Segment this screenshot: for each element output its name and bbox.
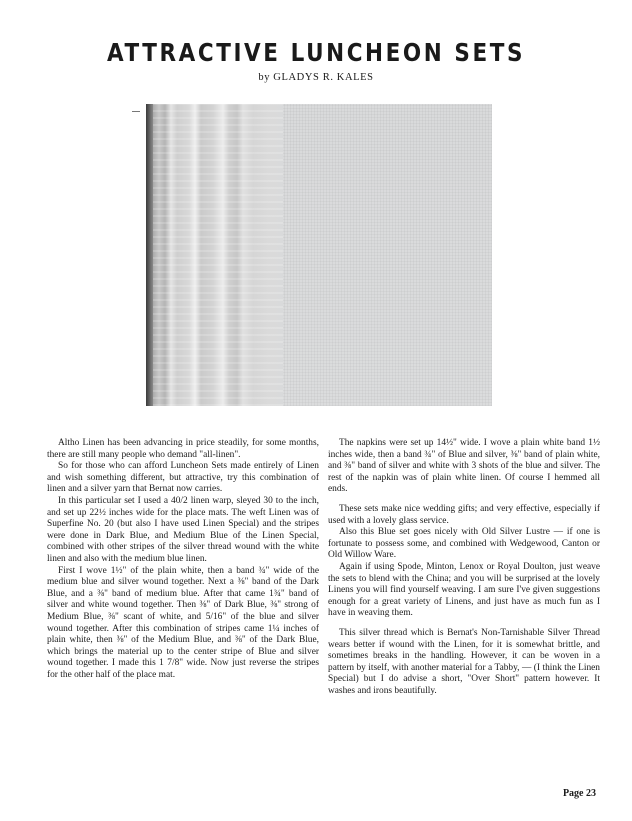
paragraph: Again if using Spode, Minton, Lenox or Royal Doulton, just weave the sets to blend with the China; and you will be surprised at the lovely Linens you will find yourself weaving. I am sure I've given suggestions enough for a great variety of Linens, and just have as much fun as I have in weaving them. [328, 561, 600, 619]
left-column [47, 438, 319, 681]
page-number: Page 23 [562, 788, 596, 799]
paragraph: This silver thread which is Bernat's Non-Tarnishable Silver Thread wears better if wound with the Linen, for it is somewhat brittle, and sometimes breaks in the handling. However, it can be woven in a pattern by itself, with another material for a Tabby, — (I think the Linen Special) but I do advise a short, "Over Short" pattern however. It washes and irons beautifully. [328, 627, 600, 696]
paragraph: These sets make nice wedding gifts; and very effective, especially if used with a lovely glass service. [328, 503, 600, 526]
article-title: ATTRACTIVE LUNCHEON SETS [106, 38, 526, 67]
paragraph: First I wove 1½" of the plain white, then a band ¾" wide of the medium blue and silver wound together. Next a ⅜" band of the Dark Blue, and a ⅜" band of medium blue. After that came 1¾" band of silver and white wound together. Then ⅜" of Dark Blue, ⅜" strong of Medium Blue, ⅜" scant of white, and 5/16" of the blue and silver wound together. After this combination of stripes came 1¼ inches of plain white, then ⅜" of the Medium Blue, and ⅜" of the Dark Blue, which brings the material up to the center stripe of Blue and silver wound together. I made this 1 7/8" wide. Now just reverse the stripes for the other half of the place mat. [47, 565, 319, 680]
paragraph: Also this Blue set goes nicely with Old Silver Lustre — if one is fortunate to possess some, and combined with Wedgewood, Canton or Old Willow Ware. [328, 527, 600, 561]
author-byline: by GLADYS R. KALES [258, 72, 374, 83]
paragraph: The napkins were set up 14½" wide. I wove a plain white band 1½ inches wide, then a band ¾" of Blue and silver, ⅜" band of plain white, and ⅜" band of silver and white with 3 shots of the blue and silver. The rest of the napkin was of plain white linen. Of course I hemmed all ends. [328, 438, 600, 495]
paragraph: Altho Linen has been advancing in price steadily, for some months, there are still many people who demand "all-linen". [47, 438, 319, 460]
linen-place-mat-photo [146, 104, 492, 406]
paragraph: In this particular set I used a 40/2 linen warp, sleyed 30 to the inch, and set up 22½ inches wide for the place mats. The weft Linen was of Superfine No. 20 (but also I have used Linen Special) and the stripes were done in Dark Blue, and Medium Blue of the Linen Special, combined with other stripes of the silver thread wound with the white linen and also with the medium blue linen. [47, 495, 319, 564]
paragraph: So for those who can afford Luncheon Sets made entirely of Linen and wish something different, but attractive, try this combination of linen and a silver yarn that Bernat now carries. [47, 461, 319, 495]
photo-shadow-edge [146, 104, 153, 406]
crop-mark [132, 111, 140, 112]
right-column [328, 438, 600, 697]
woven-stripes [153, 104, 283, 406]
